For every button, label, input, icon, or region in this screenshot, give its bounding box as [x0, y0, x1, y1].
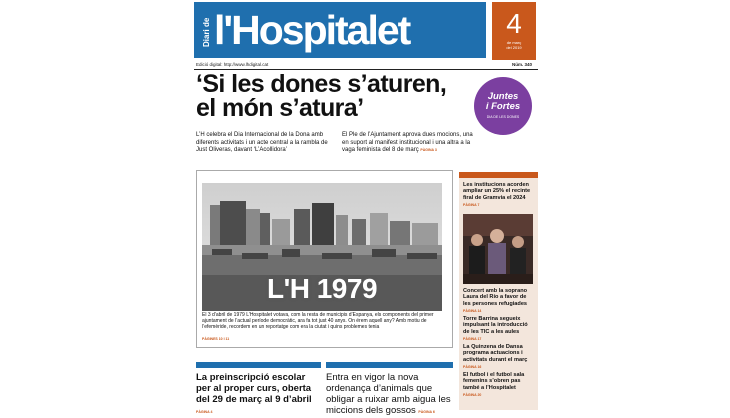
masthead-title: l'Hospitalet [214, 7, 410, 53]
sidebar-top-bar [459, 172, 538, 178]
date-day: 4 [506, 8, 522, 39]
sidebar-item-text: Concert amb la soprano Laura del Río a favor de les persones refugiades [463, 288, 528, 307]
main-story [196, 170, 453, 348]
deck-left: L’H celebra el Dia Internacional de la Dona amb diferents activitats i un acte central a la rambla de Just Oliveras, davant ‘L’Acollidora’ [196, 132, 328, 153]
badge-line-2: i Fortes [485, 101, 521, 112]
sidebar-item-text: Torre Barrina segueix impulsant la introducció de les TIC a les aules [463, 316, 528, 335]
newspaper-front-page [194, 0, 538, 416]
photo-overlay-title: L'H 1979 [266, 273, 378, 304]
masthead [194, 2, 486, 58]
bottom-story-text: La preinscripció escolar per al proper curs, oberta del 29 de març al 9 d’abril [196, 372, 312, 405]
sidebar-item-futbol [463, 372, 535, 399]
sidebar-item-ref: PÀGINA 14 [463, 309, 482, 314]
main-caption: El 3 d’abril de 1979 L’Hospitalet votava, com la resta de municipis d’Espanya, els components del primer ajuntament de l’actual període democràtic, ara fa tot just 40 anys. On érem aquell any? Amb motiu de l’efemèride, recordem en un reportatge com era la ciutat i quins problemes tenia [202, 312, 434, 330]
bottom-story-ordenanca [326, 372, 453, 418]
juntes-i-fortes-badge [474, 77, 532, 135]
main-headline [196, 72, 456, 120]
headline-line-1: ‘Si les dones s’aturen, [196, 70, 447, 98]
sidebar-item-ref: PÀGINA 7 [463, 203, 480, 208]
bottom-story-ref: PÀGINA 4 [196, 410, 213, 414]
sidebar-item-recinte-firal [463, 182, 535, 209]
date-year: del 2019 [506, 45, 522, 50]
deck-right-ref: PÀGINA 3 [420, 148, 437, 152]
bottom-rule-left [196, 362, 321, 368]
badge-line-1: Juntes [487, 91, 519, 102]
deck-right [342, 132, 477, 155]
sidebar-item-tic [463, 316, 535, 343]
edition-number: Núm. 340 [511, 62, 532, 67]
sidebar-item-dansa [463, 344, 535, 371]
bottom-story-ref: PÀGINA 6 [418, 410, 435, 414]
bottom-rule-right [326, 362, 453, 368]
date-month: de març [506, 40, 522, 45]
date-box [492, 2, 536, 60]
sidebar-item-concert [463, 288, 535, 315]
concert-photo [463, 214, 533, 284]
edition-label: Edició digital: http://www.lhdigital.cat [196, 62, 269, 67]
main-ref: PÀGINES 10 I 11 [202, 337, 230, 341]
deck-right-text: El Ple de l’Ajuntament aprova dues mocions, una en suport al manifest institucional i una altra a la vaga feminista del 8 de març [342, 132, 473, 153]
city-1979-photo [202, 183, 442, 311]
sidebar-item-text: Les institucions acorden ampliar un 25% el recinte firal de Gramvia el 2024 [463, 182, 531, 201]
sidebar-item-ref: PÀGINA 16 [463, 365, 482, 370]
sidebar-item-text: La Quinzena de Dansa programa actuacions i activitats durant el març [463, 344, 528, 363]
sidebar-item-ref: PÀGINA 20 [463, 393, 482, 398]
sidebar [459, 172, 538, 410]
headline-line-2: el món s’atura’ [196, 94, 364, 122]
edition-row [196, 62, 532, 67]
bottom-story-text: Entra en vigor la nova ordenança d’animals que obligar a ruixar amb aigua les miccions dels gossos [326, 372, 451, 416]
sidebar-item-ref: PÀGINA 17 [463, 337, 482, 342]
sidebar-item-text: El futbol i el futbol sala femenins s’obren pas també a l’Hospitalet [463, 372, 525, 391]
bottom-story-preinscripcio [196, 372, 321, 418]
masthead-diari-label: Diari de [202, 17, 211, 47]
badge-subtitle: DIA DE LES DONES [486, 115, 520, 119]
